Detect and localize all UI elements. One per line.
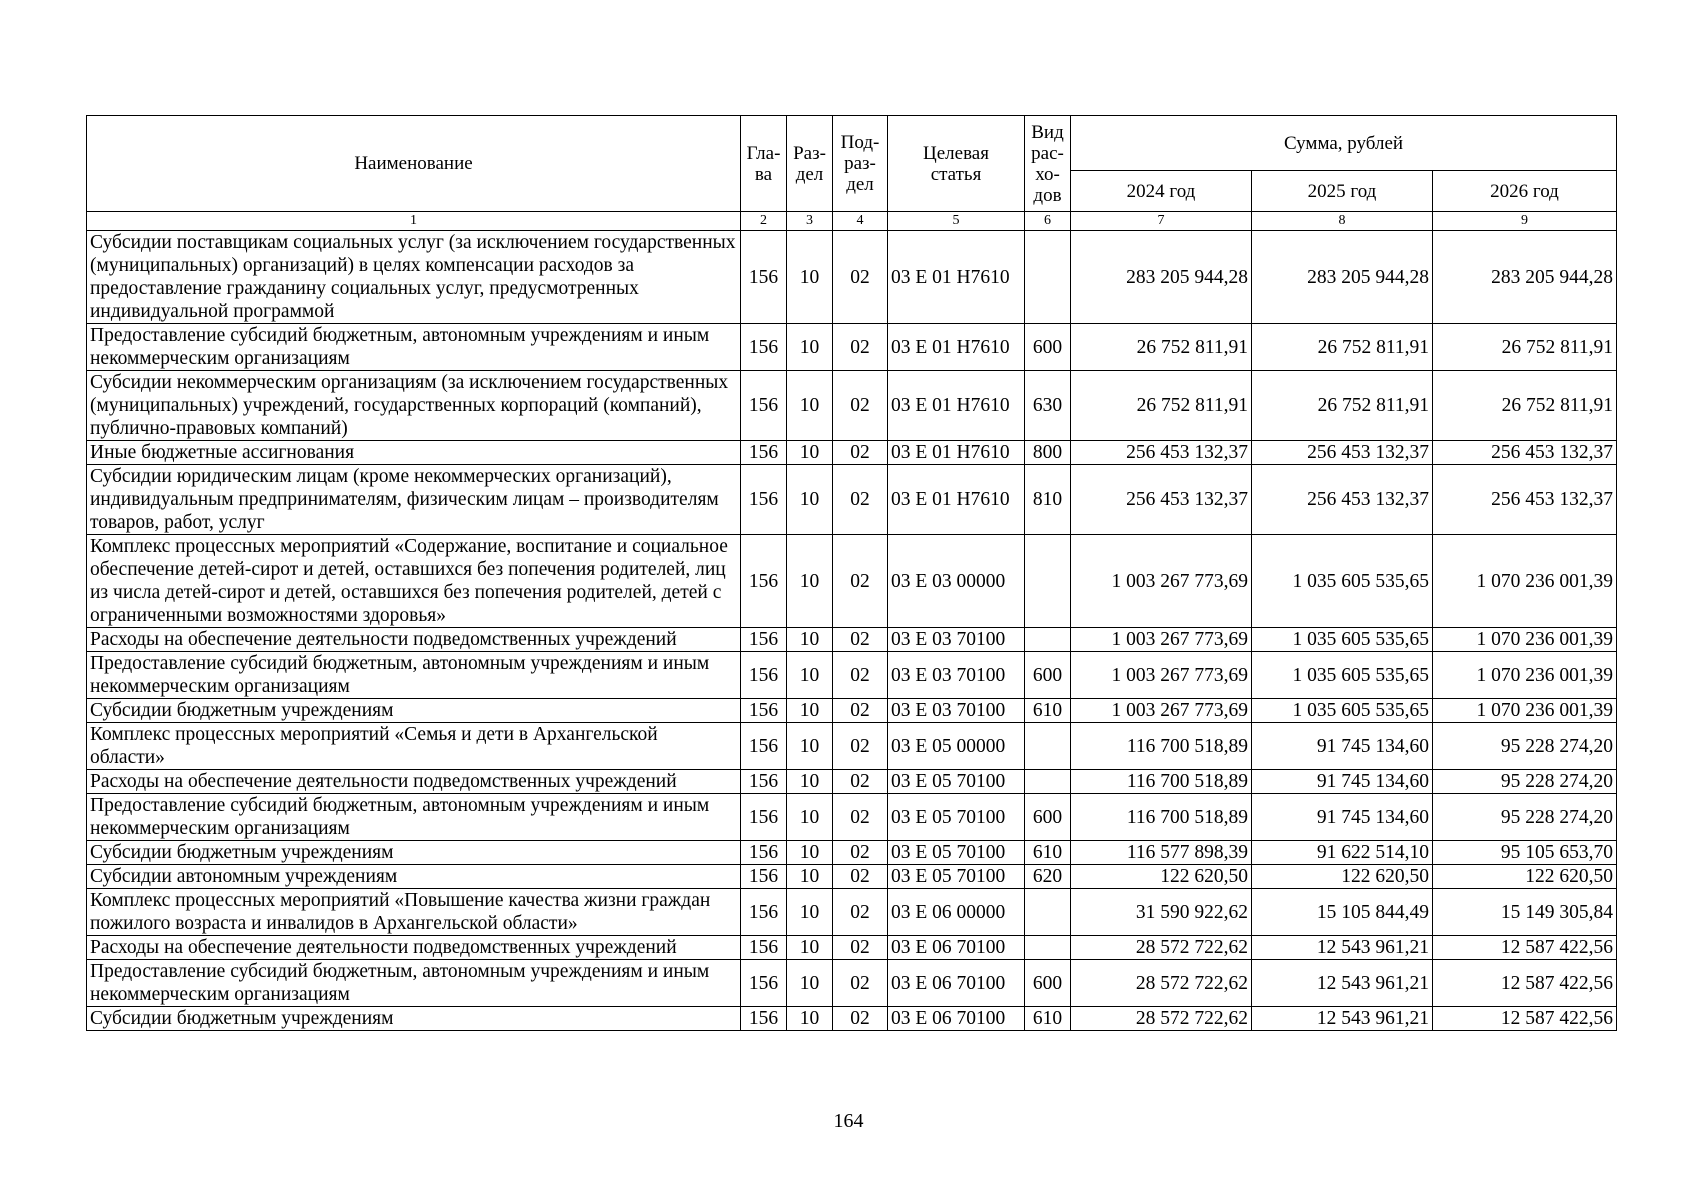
table-row <box>87 628 1617 652</box>
cell-vid-raskhodov <box>1025 889 1071 936</box>
table-row <box>87 652 1617 699</box>
table-row <box>87 960 1617 1007</box>
cell-name: Предоставление субсидий бюджетным, автономным учреждениям и иным некоммерческим организациям <box>87 794 741 841</box>
cell-sum-2024: 283 205 944,28 <box>1071 231 1252 324</box>
cell-razdel: 10 <box>787 231 833 324</box>
header-summa: Сумма, рублей <box>1071 116 1617 171</box>
column-number: 3 <box>787 212 833 231</box>
cell-sum-2024: 26 752 811,91 <box>1071 324 1252 371</box>
table-row <box>87 794 1617 841</box>
cell-sum-2026: 122 620,50 <box>1433 865 1617 889</box>
column-number: 1 <box>87 212 741 231</box>
cell-razdel: 10 <box>787 628 833 652</box>
cell-razdel: 10 <box>787 723 833 770</box>
cell-sum-2024: 1 003 267 773,69 <box>1071 652 1252 699</box>
cell-sum-2026: 15 149 305,84 <box>1433 889 1617 936</box>
cell-sum-2026: 95 105 653,70 <box>1433 841 1617 865</box>
cell-glava: 156 <box>741 936 787 960</box>
cell-sum-2025: 283 205 944,28 <box>1252 231 1433 324</box>
cell-vid-raskhodov: 600 <box>1025 324 1071 371</box>
cell-podrazdel: 02 <box>833 324 888 371</box>
header-vid-raskhodov: Вид рас- хо- дов <box>1025 116 1071 212</box>
cell-glava: 156 <box>741 841 787 865</box>
cell-sum-2026: 1 070 236 001,39 <box>1433 699 1617 723</box>
cell-podrazdel: 02 <box>833 723 888 770</box>
cell-vid-raskhodov <box>1025 231 1071 324</box>
cell-tselevaya-statya: 03 Е 06 70100 <box>888 1007 1025 1031</box>
cell-sum-2026: 256 453 132,37 <box>1433 441 1617 465</box>
cell-glava: 156 <box>741 441 787 465</box>
cell-glava: 156 <box>741 794 787 841</box>
cell-glava: 156 <box>741 889 787 936</box>
cell-glava: 156 <box>741 652 787 699</box>
cell-vid-raskhodov: 800 <box>1025 441 1071 465</box>
cell-tselevaya-statya: 03 Е 03 70100 <box>888 699 1025 723</box>
cell-sum-2026: 12 587 422,56 <box>1433 960 1617 1007</box>
cell-sum-2026: 12 587 422,56 <box>1433 1007 1617 1031</box>
cell-name: Расходы на обеспечение деятельности подведомственных учреждений <box>87 936 741 960</box>
cell-podrazdel: 02 <box>833 770 888 794</box>
cell-podrazdel: 02 <box>833 1007 888 1031</box>
cell-glava: 156 <box>741 723 787 770</box>
cell-sum-2025: 1 035 605 535,65 <box>1252 535 1433 628</box>
cell-name: Предоставление субсидий бюджетным, автономным учреждениям и иным некоммерческим организациям <box>87 960 741 1007</box>
cell-podrazdel: 02 <box>833 465 888 535</box>
header-tselevaya-statya: Целевая статья <box>888 116 1025 212</box>
cell-podrazdel: 02 <box>833 936 888 960</box>
cell-sum-2025: 12 543 961,21 <box>1252 960 1433 1007</box>
cell-tselevaya-statya: 03 Е 06 70100 <box>888 960 1025 1007</box>
cell-sum-2025: 91 622 514,10 <box>1252 841 1433 865</box>
cell-name: Субсидии бюджетным учреждениям <box>87 841 741 865</box>
cell-podrazdel: 02 <box>833 960 888 1007</box>
cell-tselevaya-statya: 03 Е 05 70100 <box>888 794 1025 841</box>
cell-glava: 156 <box>741 865 787 889</box>
cell-podrazdel: 02 <box>833 652 888 699</box>
cell-name: Субсидии поставщикам социальных услуг (за исключением государственных (муниципальных) организаций) в целях компенсации расходов за предоставление гражданину социальных услуг, предусмотренных индивидуальной программой <box>87 231 741 324</box>
cell-sum-2026: 283 205 944,28 <box>1433 231 1617 324</box>
cell-name: Комплекс процессных мероприятий «Содержание, воспитание и социальное обеспечение детей-сирот и детей, оставшихся без попечения родителей, лиц из числа детей-сирот и детей, оставшихся без попечения родителей, детей с ограниченными возможностями здоровья» <box>87 535 741 628</box>
cell-vid-raskhodov: 600 <box>1025 960 1071 1007</box>
cell-vid-raskhodov: 610 <box>1025 699 1071 723</box>
table-row <box>87 465 1617 535</box>
cell-tselevaya-statya: 03 Е 01 Н7610 <box>888 465 1025 535</box>
cell-sum-2025: 91 745 134,60 <box>1252 723 1433 770</box>
cell-razdel: 10 <box>787 1007 833 1031</box>
cell-glava: 156 <box>741 231 787 324</box>
column-number: 4 <box>833 212 888 231</box>
cell-vid-raskhodov <box>1025 770 1071 794</box>
table-row <box>87 535 1617 628</box>
cell-sum-2025: 12 543 961,21 <box>1252 936 1433 960</box>
cell-razdel: 10 <box>787 794 833 841</box>
cell-podrazdel: 02 <box>833 535 888 628</box>
table-row <box>87 231 1617 324</box>
cell-name: Предоставление субсидий бюджетным, автономным учреждениям и иным некоммерческим организациям <box>87 652 741 699</box>
cell-razdel: 10 <box>787 465 833 535</box>
table-body <box>87 231 1617 1031</box>
cell-podrazdel: 02 <box>833 231 888 324</box>
cell-razdel: 10 <box>787 324 833 371</box>
cell-name: Субсидии автономным учреждениям <box>87 865 741 889</box>
cell-sum-2024: 26 752 811,91 <box>1071 371 1252 441</box>
cell-tselevaya-statya: 03 Е 03 00000 <box>888 535 1025 628</box>
table-row <box>87 841 1617 865</box>
cell-tselevaya-statya: 03 Е 06 70100 <box>888 936 1025 960</box>
cell-sum-2025: 1 035 605 535,65 <box>1252 652 1433 699</box>
cell-tselevaya-statya: 03 Е 06 00000 <box>888 889 1025 936</box>
cell-name: Предоставление субсидий бюджетным, автономным учреждениям и иным некоммерческим организациям <box>87 324 741 371</box>
cell-razdel: 10 <box>787 652 833 699</box>
cell-sum-2025: 1 035 605 535,65 <box>1252 699 1433 723</box>
column-number: 5 <box>888 212 1025 231</box>
cell-podrazdel: 02 <box>833 628 888 652</box>
cell-glava: 156 <box>741 371 787 441</box>
cell-sum-2025: 1 035 605 535,65 <box>1252 628 1433 652</box>
cell-sum-2024: 116 700 518,89 <box>1071 723 1252 770</box>
page-number: 164 <box>833 1110 864 1132</box>
header-glava: Гла- ва <box>741 116 787 212</box>
table-row <box>87 865 1617 889</box>
cell-sum-2026: 1 070 236 001,39 <box>1433 628 1617 652</box>
cell-razdel: 10 <box>787 699 833 723</box>
cell-podrazdel: 02 <box>833 841 888 865</box>
cell-name: Субсидии бюджетным учреждениям <box>87 1007 741 1031</box>
cell-sum-2024: 1 003 267 773,69 <box>1071 628 1252 652</box>
cell-sum-2026: 95 228 274,20 <box>1433 770 1617 794</box>
column-number: 7 <box>1071 212 1252 231</box>
cell-vid-raskhodov: 620 <box>1025 865 1071 889</box>
cell-vid-raskhodov: 610 <box>1025 841 1071 865</box>
cell-sum-2025: 256 453 132,37 <box>1252 441 1433 465</box>
cell-sum-2025: 26 752 811,91 <box>1252 324 1433 371</box>
cell-podrazdel: 02 <box>833 865 888 889</box>
cell-razdel: 10 <box>787 535 833 628</box>
cell-sum-2025: 15 105 844,49 <box>1252 889 1433 936</box>
cell-name: Расходы на обеспечение деятельности подведомственных учреждений <box>87 628 741 652</box>
cell-sum-2024: 28 572 722,62 <box>1071 1007 1252 1031</box>
cell-vid-raskhodov <box>1025 723 1071 770</box>
cell-name: Комплекс процессных мероприятий «Семья и дети в Архангельской области» <box>87 723 741 770</box>
cell-razdel: 10 <box>787 865 833 889</box>
cell-glava: 156 <box>741 628 787 652</box>
cell-razdel: 10 <box>787 960 833 1007</box>
cell-sum-2026: 1 070 236 001,39 <box>1433 535 1617 628</box>
cell-razdel: 10 <box>787 841 833 865</box>
cell-razdel: 10 <box>787 371 833 441</box>
cell-razdel: 10 <box>787 770 833 794</box>
header-name: Наименование <box>87 116 741 212</box>
budget-table <box>86 115 1617 1031</box>
cell-glava: 156 <box>741 465 787 535</box>
column-number: 9 <box>1433 212 1617 231</box>
header-year-2025: 2025 год <box>1252 171 1433 212</box>
cell-sum-2024: 122 620,50 <box>1071 865 1252 889</box>
cell-glava: 156 <box>741 770 787 794</box>
cell-vid-raskhodov <box>1025 628 1071 652</box>
table-row <box>87 770 1617 794</box>
cell-vid-raskhodov: 600 <box>1025 652 1071 699</box>
cell-glava: 156 <box>741 535 787 628</box>
cell-sum-2024: 31 590 922,62 <box>1071 889 1252 936</box>
cell-tselevaya-statya: 03 Е 01 Н7610 <box>888 371 1025 441</box>
cell-podrazdel: 02 <box>833 889 888 936</box>
cell-podrazdel: 02 <box>833 699 888 723</box>
header-year-2026: 2026 год <box>1433 171 1617 212</box>
cell-sum-2025: 91 745 134,60 <box>1252 770 1433 794</box>
cell-name: Иные бюджетные ассигнования <box>87 441 741 465</box>
cell-tselevaya-statya: 03 Е 05 70100 <box>888 841 1025 865</box>
cell-vid-raskhodov: 630 <box>1025 371 1071 441</box>
cell-sum-2024: 28 572 722,62 <box>1071 936 1252 960</box>
table-row <box>87 889 1617 936</box>
cell-vid-raskhodov: 610 <box>1025 1007 1071 1031</box>
cell-razdel: 10 <box>787 889 833 936</box>
cell-tselevaya-statya: 03 Е 03 70100 <box>888 628 1025 652</box>
cell-sum-2025: 12 543 961,21 <box>1252 1007 1433 1031</box>
cell-glava: 156 <box>741 699 787 723</box>
cell-razdel: 10 <box>787 936 833 960</box>
cell-sum-2026: 26 752 811,91 <box>1433 324 1617 371</box>
cell-sum-2024: 116 700 518,89 <box>1071 770 1252 794</box>
cell-sum-2025: 256 453 132,37 <box>1252 465 1433 535</box>
cell-razdel: 10 <box>787 441 833 465</box>
header-year-2024: 2024 год <box>1071 171 1252 212</box>
cell-tselevaya-statya: 03 Е 05 00000 <box>888 723 1025 770</box>
table-row <box>87 371 1617 441</box>
table-row <box>87 936 1617 960</box>
cell-podrazdel: 02 <box>833 794 888 841</box>
cell-podrazdel: 02 <box>833 441 888 465</box>
cell-sum-2026: 256 453 132,37 <box>1433 465 1617 535</box>
cell-sum-2026: 95 228 274,20 <box>1433 794 1617 841</box>
cell-sum-2024: 1 003 267 773,69 <box>1071 699 1252 723</box>
cell-name: Субсидии некоммерческим организациям (за исключением государственных (муниципальных) учреждений, государственных корпораций (компаний), публично-правовых компаний) <box>87 371 741 441</box>
cell-glava: 156 <box>741 960 787 1007</box>
cell-name: Субсидии юридическим лицам (кроме некоммерческих организаций), индивидуальным предпринимателям, физическим лицам – производителям товаров, работ, услуг <box>87 465 741 535</box>
cell-tselevaya-statya: 03 Е 01 Н7610 <box>888 231 1025 324</box>
header-podrazdel: Под- раз- дел <box>833 116 888 212</box>
table-row <box>87 441 1617 465</box>
column-number: 8 <box>1252 212 1433 231</box>
cell-sum-2026: 95 228 274,20 <box>1433 723 1617 770</box>
cell-vid-raskhodov: 810 <box>1025 465 1071 535</box>
cell-name: Комплекс процессных мероприятий «Повышение качества жизни граждан пожилого возраста и инвалидов в Архангельской области» <box>87 889 741 936</box>
cell-sum-2024: 116 577 898,39 <box>1071 841 1252 865</box>
cell-sum-2024: 256 453 132,37 <box>1071 465 1252 535</box>
cell-tselevaya-statya: 03 Е 03 70100 <box>888 652 1025 699</box>
cell-tselevaya-statya: 03 Е 01 Н7610 <box>888 441 1025 465</box>
cell-sum-2025: 91 745 134,60 <box>1252 794 1433 841</box>
cell-sum-2026: 26 752 811,91 <box>1433 371 1617 441</box>
table-row <box>87 324 1617 371</box>
cell-name: Субсидии бюджетным учреждениям <box>87 699 741 723</box>
cell-sum-2025: 122 620,50 <box>1252 865 1433 889</box>
cell-sum-2024: 256 453 132,37 <box>1071 441 1252 465</box>
cell-tselevaya-statya: 03 Е 05 70100 <box>888 865 1025 889</box>
column-number: 6 <box>1025 212 1071 231</box>
cell-vid-raskhodov <box>1025 936 1071 960</box>
table-row <box>87 723 1617 770</box>
cell-podrazdel: 02 <box>833 371 888 441</box>
cell-sum-2024: 28 572 722,62 <box>1071 960 1252 1007</box>
cell-glava: 156 <box>741 1007 787 1031</box>
column-number: 2 <box>741 212 787 231</box>
cell-tselevaya-statya: 03 Е 05 70100 <box>888 770 1025 794</box>
table-row <box>87 1007 1617 1031</box>
cell-sum-2024: 1 003 267 773,69 <box>1071 535 1252 628</box>
cell-name: Расходы на обеспечение деятельности подведомственных учреждений <box>87 770 741 794</box>
cell-sum-2026: 1 070 236 001,39 <box>1433 652 1617 699</box>
header-razdel: Раз- дел <box>787 116 833 212</box>
table-row <box>87 699 1617 723</box>
cell-vid-raskhodov: 600 <box>1025 794 1071 841</box>
cell-sum-2024: 116 700 518,89 <box>1071 794 1252 841</box>
cell-glava: 156 <box>741 324 787 371</box>
cell-sum-2025: 26 752 811,91 <box>1252 371 1433 441</box>
cell-vid-raskhodov <box>1025 535 1071 628</box>
cell-tselevaya-statya: 03 Е 01 Н7610 <box>888 324 1025 371</box>
cell-sum-2026: 12 587 422,56 <box>1433 936 1617 960</box>
